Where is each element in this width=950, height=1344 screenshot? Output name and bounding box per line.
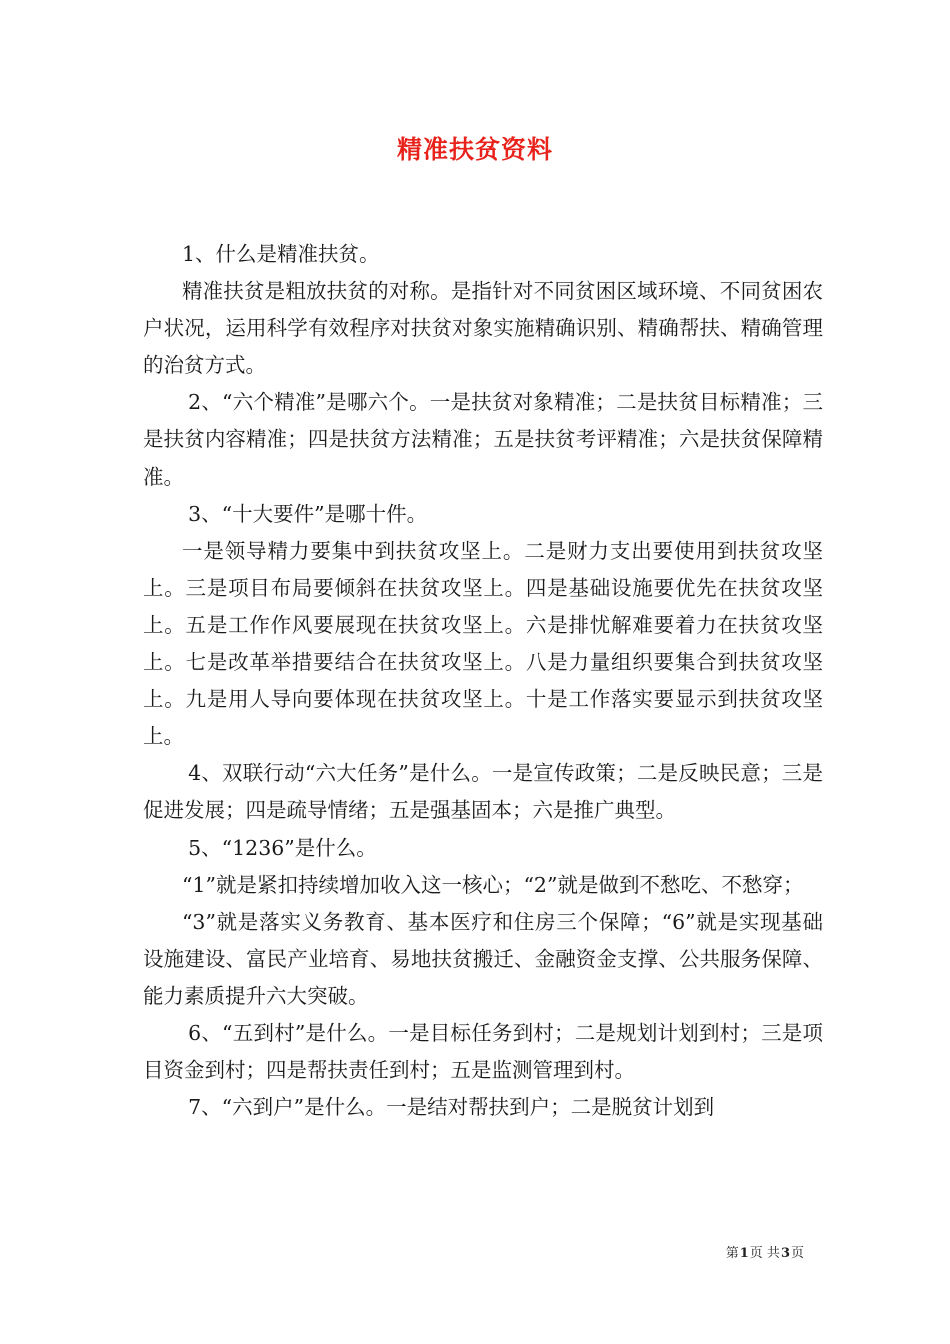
- document-title: 精准扶贫资料: [396, 135, 553, 164]
- footer-total-pages: 3: [780, 1246, 790, 1261]
- paragraph-q5: 5、“1236”是什么。: [188, 835, 377, 860]
- paragraph-q3: 3、“十大要件”是哪十件。: [188, 501, 428, 526]
- paragraph-q2: 2、“六个精准”是哪六个。一是扶贫对象精准；二是扶贫目标精准；三是扶贫内容精准；四是扶贫方法精准；五是扶贫考评精准；六是扶贫保障精准。: [143, 390, 823, 489]
- footer-prefix: 第: [725, 1246, 739, 1261]
- paragraph-q4: 4、双联行动“六大任务”是什么。一是宣传政策；二是反映民意；三是促进发展；四是疏导情绪；五是强基固本；六是推广典型。: [143, 761, 823, 823]
- paragraph-q6: 6、“五到村”是什么。一是目标任务到村；二是规划计划到村；三是项目资金到村；四是帮扶责任到村；五是监测管理到村。: [143, 1020, 823, 1083]
- paragraph-a1: 精准扶贫是粗放扶贫的对称。是指针对不同贫困区域环境、不同贫困农户状况，运用科学有效程序对扶贫对象实施精确识别、精确帮扶、精确管理的治贫方式。: [143, 279, 823, 378]
- paragraph-a5-part2: “3”就是落实义务教育、基本医疗和住房三个保障；“6”就是实现基础设施建设、富民产业培育、易地扶贫搬迁、金融资金支撑、公共服务保障、能力素质提升六大突破。: [143, 909, 823, 1008]
- footer-current-page: 1: [739, 1246, 749, 1261]
- paragraph-a5-part1: “1”就是紧扣持续增加收入这一核心；“2”就是做到不愁吃、不愁穿；: [181, 872, 804, 897]
- footer-middle: 页 共: [749, 1246, 780, 1261]
- paragraph-q7: 7、“六到户”是什么。一是结对帮扶到户；二是脱贫计划到: [188, 1095, 715, 1120]
- document-body: [143, 236, 823, 1126]
- paragraph-q1: 1、什么是精准扶贫。: [181, 242, 380, 266]
- page-number-footer: [726, 1246, 804, 1262]
- paragraph-a3: 一是领导精力要集中到扶贫攻坚上。二是财力支出要使用到扶贫攻坚上。三是项目布局要倾斜在扶贫攻坚上。四是基础设施要优先在扶贫攻坚上。五是工作作风要展现在扶贫攻坚上。六是排忧解难要着力在扶贫攻坚上。七是改革举措要结合在扶贫攻坚上。八是力量组织要集合到扶贫攻坚上。九是用人导向要体现在扶贫攻坚上。十是工作落实要显示到扶贫攻坚上。: [143, 538, 823, 749]
- footer-suffix: 页: [790, 1246, 804, 1261]
